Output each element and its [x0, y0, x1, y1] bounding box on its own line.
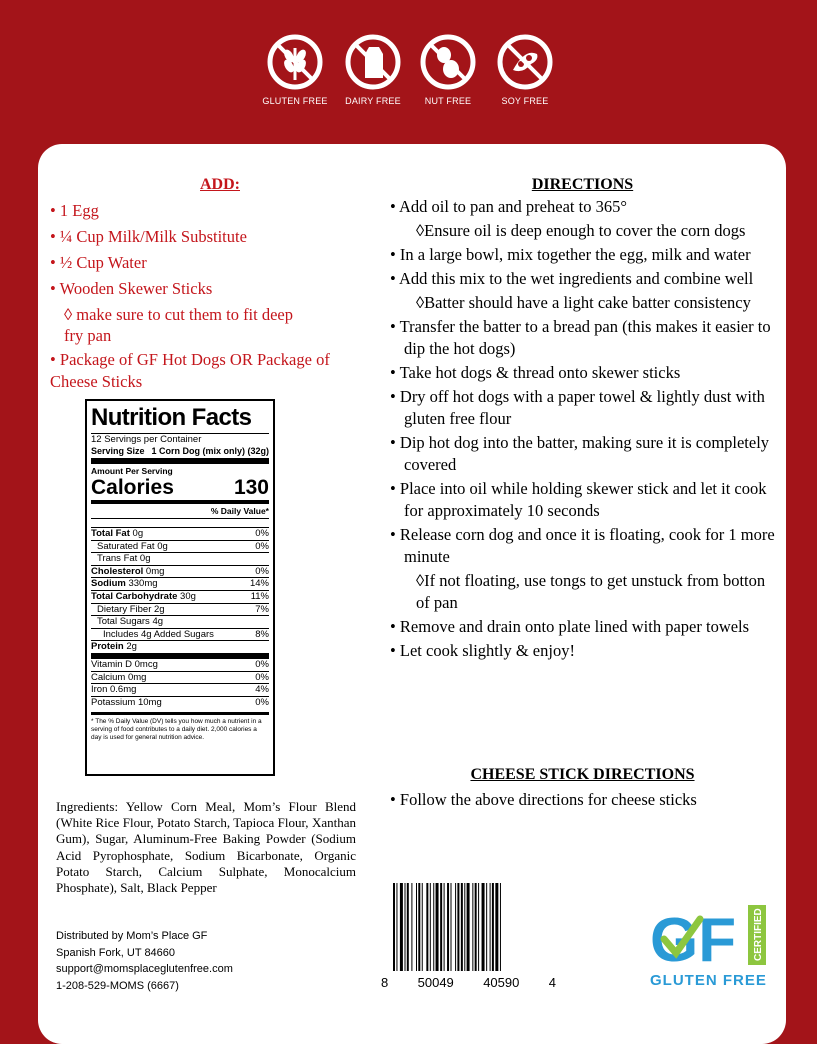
nutrition-title: Nutrition Facts: [91, 403, 269, 434]
add-item: • ¼ Cup Milk/Milk Substitute: [50, 227, 247, 246]
wheat-crossed-icon: [267, 34, 323, 90]
nutrient-daily-value: 0%: [255, 671, 269, 683]
nutrient-label: [91, 528, 143, 540]
gf-checkmark-logo-icon: [650, 905, 770, 990]
distributor-phone: 1-208-529-MOMS (6667): [56, 979, 179, 992]
nutrient-amount: 0mg: [143, 565, 165, 577]
nutrient-label: Saturated Fat 0g: [97, 540, 168, 552]
nutrient-name: Cholesterol: [91, 565, 144, 577]
distributor-info: [56, 928, 233, 994]
nutrient-daily-value: 14%: [249, 578, 269, 590]
serving-size-value: 1 Corn Dog (mix only) (32g): [151, 446, 269, 456]
nutrient-name: Total Fat: [91, 528, 130, 539]
soybean-crossed-icon: [497, 34, 553, 90]
nutrient-label: Iron 0.6mg: [91, 684, 137, 696]
barcode-digit-group: 8: [381, 975, 389, 990]
nutrient-row: [91, 615, 269, 628]
barcode-bar: [457, 883, 459, 971]
milk-carton-crossed-icon: [345, 34, 401, 90]
nutrient-daily-value: 0%: [255, 540, 269, 552]
nutrient-name: Protein: [91, 641, 124, 653]
add-title: ADD:: [200, 176, 240, 193]
nutrient-label: Dietary Fiber 2g: [97, 603, 165, 615]
direction-step: • Take hot dogs & thread onto skewer sticks: [390, 363, 681, 382]
barcode: [381, 883, 556, 993]
add-item: • ½ Cup Water: [50, 253, 147, 272]
barcode-digit-group: 4: [548, 975, 556, 990]
barcode-bar: [461, 883, 463, 971]
barcode-bar: [393, 883, 395, 971]
direction-step: • Dry off hot dogs with a paper towel & lightly dust with gluten free flour: [390, 387, 765, 428]
daily-value-header: % Daily Value*: [91, 504, 269, 519]
barcode-bar: [436, 883, 439, 971]
nutrient-amount: 2g: [123, 641, 137, 653]
serving-size-label: Serving Size: [91, 446, 145, 456]
nutrient-row: [91, 527, 269, 540]
calories-row: [91, 476, 269, 504]
nutrient-amount: 0g: [129, 528, 144, 539]
barcode-bar: [486, 883, 487, 971]
barcode-bar: [451, 883, 452, 971]
barcode-bar: [447, 883, 449, 971]
add-item: • Wooden Skewer Sticks: [50, 279, 213, 298]
barcode-bar: [405, 883, 406, 971]
dairy-free-badge: [338, 34, 408, 106]
nutrient-row: [91, 683, 269, 696]
nutrient-daily-value: 0%: [255, 528, 269, 539]
nutrient-rows: [91, 527, 269, 708]
barcode-bar: [492, 883, 494, 971]
ingredients-text: Ingredients: Yellow Corn Meal, Mom’s Flour Blend (White Rice Flour, Potato Starch, Tapioca Flour, Xanthan Gum), Sugar, Aluminum-Free Baking Powder (Sodium Acid Pyrophosphate, Sodium Bicarbonate, Organic Potato Starch, Calcium Sulphate, Monocalcium Phosphate), Salt, Black Pepper: [56, 799, 356, 896]
direction-step: • Let cook slightly & enjoy!: [390, 641, 575, 660]
nutrient-daily-value: 0%: [255, 658, 269, 670]
nutrient-row: [91, 671, 269, 684]
servings-per-container: 12 Servings per Container: [91, 434, 202, 445]
barcode-bar: [467, 883, 470, 971]
gf-letters: GF: [650, 906, 737, 975]
barcode-bar: [422, 883, 423, 971]
calories-value: 130: [233, 476, 269, 499]
nutrient-label: Includes 4g Added Sugars: [103, 628, 214, 640]
nutrient-label: Vitamin D 0mcg: [91, 658, 158, 670]
nutrient-row: [91, 658, 269, 671]
calories-label: Calories: [91, 476, 174, 499]
direction-step: • Add oil to pan and preheat to 365°: [390, 197, 627, 216]
nutrient-row: [91, 696, 269, 709]
nutrient-daily-value: 0%: [255, 565, 269, 577]
barcode-bar: [396, 883, 397, 971]
add-item: • 1 Egg: [50, 201, 99, 220]
barcode-digit-group: 50049: [417, 975, 454, 990]
nutrient-amount: 30g: [177, 590, 196, 602]
barcode-bar: [490, 883, 491, 971]
nutrient-label: [91, 566, 164, 578]
nutrient-label: Total Sugars 4g: [97, 616, 164, 628]
direction-step: • In a large bowl, mix together the egg, milk and water: [390, 245, 751, 264]
nutrient-daily-value: 8%: [255, 628, 269, 640]
badge-label: NUT FREE: [424, 96, 472, 106]
nutrient-row: [91, 628, 269, 641]
badge-label: DAIRY FREE: [345, 96, 401, 106]
nutrient-row: [91, 640, 269, 658]
nutrient-daily-value: 0%: [255, 696, 269, 708]
barcode-digit-group: 40590: [483, 975, 520, 990]
badge-label: SOY FREE: [501, 96, 549, 106]
nutrient-label: Potassium 10mg: [91, 696, 162, 708]
nutrient-row: [91, 577, 269, 590]
directions-title: DIRECTIONS: [531, 176, 634, 193]
barcode-bar: [407, 883, 409, 971]
barcode-bar: [475, 883, 477, 971]
directions-steps: [390, 196, 775, 662]
cheese-directions-title: CHEESE STICK DIRECTIONS: [470, 766, 695, 783]
add-item: • Package of GF Hot Dogs OR Package of Cheese Sticks: [50, 350, 330, 391]
barcode-bar: [472, 883, 473, 971]
barcode-bar: [416, 883, 417, 971]
add-section: [50, 176, 370, 397]
nutrient-daily-value: 7%: [255, 603, 269, 615]
distributor-line: Distributed by Mom’s Place GF: [56, 930, 208, 942]
allergen-badges: [260, 34, 560, 124]
barcode-digits: [381, 975, 556, 990]
direction-step: • Add this mix to the wet ingredients and combine well: [390, 269, 754, 288]
nutrition-facts-label: [85, 399, 275, 776]
directions-section: [390, 176, 775, 664]
barcode-bar: [430, 883, 431, 971]
barcode-bar: [500, 883, 501, 971]
serving-size: [91, 446, 269, 464]
nutrient-row: [91, 552, 269, 565]
direction-step: • Transfer the batter to a bread pan (this makes it easier to dip the hot dogs): [390, 317, 771, 358]
nutrient-label: [91, 578, 158, 590]
barcode-bar: [411, 883, 412, 971]
nutrient-daily-value: 4%: [255, 684, 269, 696]
barcode-bar: [495, 883, 498, 971]
gf-certified-text: CERTIFIED: [753, 908, 764, 961]
nutrient-row: [91, 590, 269, 603]
badge-label: GLUTEN FREE: [262, 96, 328, 106]
add-subnote: ◊ make sure to cut them to fit deep fry pan: [64, 305, 294, 345]
direction-step: • Place into oil while holding skewer stick and let it cook for approximately 10 seconds: [390, 479, 767, 520]
barcode-bar: [455, 883, 456, 971]
direction-step: • Dip hot dog into the batter, making sure it is completely covered: [390, 433, 770, 474]
gf-gluten-free-text: GLUTEN FREE: [650, 972, 767, 989]
nutrient-label: Calcium 0mg: [91, 671, 147, 683]
direction-substep: ◊Batter should have a light cake batter consistency: [416, 293, 751, 312]
gf-certified-logo: [650, 905, 770, 990]
amount-per-serving: Amount Per Serving: [91, 466, 173, 476]
barcode-bar: [440, 883, 442, 971]
direction-step: • Release corn dog and once it is floating, cook for 1 more minute: [390, 525, 775, 566]
nutrition-footnote: * The % Daily Value (DV) tells you how much a nutrient in a serving of food contributes to a daily diet. 2,000 calories a day is used for general nutrition advice.: [91, 712, 269, 742]
nutrient-row: [91, 603, 269, 616]
soy-free-badge: [490, 34, 560, 106]
nutrient-name: Sodium: [91, 578, 126, 590]
barcode-bar: [418, 883, 420, 971]
direction-step: • Remove and drain onto plate lined with paper towels: [390, 617, 750, 636]
gluten-free-badge: [260, 34, 330, 106]
peanut-crossed-icon: [420, 34, 476, 90]
barcode-bar: [444, 883, 445, 971]
barcode-bar: [426, 883, 428, 971]
barcode-bars: [393, 883, 543, 971]
barcode-bar: [478, 883, 479, 971]
barcode-bar: [433, 883, 434, 971]
nutrient-label: [91, 641, 137, 653]
cheese-direction-step: • Follow the above directions for cheese sticks: [390, 790, 697, 809]
distributor-city: Spanish Fork, UT 84660: [56, 946, 176, 959]
nutrient-daily-value: 11%: [250, 590, 269, 602]
nutrient-row: [91, 540, 269, 553]
direction-substep: ◊Ensure oil is deep enough to cover the corn dogs: [416, 221, 746, 240]
nut-free-badge: [413, 34, 483, 106]
barcode-bar: [464, 883, 465, 971]
nutrient-label: [91, 591, 196, 603]
distributor-email: support@momsplaceglutenfree.com: [56, 963, 233, 975]
nutrient-label: Trans Fat 0g: [97, 553, 151, 565]
nutrient-name: Total Carbohydrate: [91, 590, 178, 602]
barcode-bar: [482, 883, 485, 971]
nutrient-row: [91, 565, 269, 578]
direction-substep: ◊If not floating, use tongs to get unstuck from botton of pan: [416, 571, 766, 612]
nutrient-amount: 330mg: [125, 578, 158, 590]
barcode-bar: [400, 883, 403, 971]
